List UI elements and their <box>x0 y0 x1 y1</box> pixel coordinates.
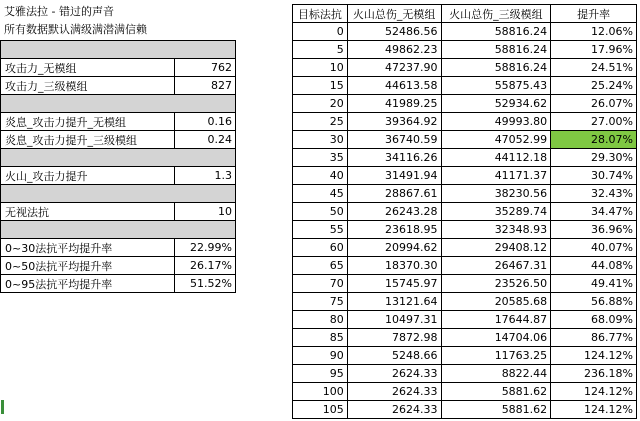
spacer-cell <box>1 221 236 239</box>
improvement-rate-cell: 32.43% <box>551 185 637 203</box>
parameter-row <box>1 257 236 275</box>
resistance-cell: 15 <box>293 77 348 95</box>
sheet-edge-marker <box>1 400 4 414</box>
damage-module-3-cell: 41171.37 <box>441 167 551 185</box>
parameter-label: 无视法抗 <box>1 203 175 221</box>
damage-no-module-cell: 15745.97 <box>347 275 441 293</box>
table-row <box>293 131 637 149</box>
parameter-value: 10 <box>175 203 236 221</box>
resistance-cell: 10 <box>293 59 348 77</box>
damage-module-3-cell: 52934.62 <box>441 95 551 113</box>
improvement-rate-cell: 44.08% <box>551 257 637 275</box>
parameter-row <box>1 275 236 293</box>
spacer-cell <box>1 185 236 203</box>
improvement-rate-cell: 25.24% <box>551 77 637 95</box>
parameter-label: 火山_攻击力提升 <box>1 167 175 185</box>
damage-module-3-cell: 20585.68 <box>441 293 551 311</box>
resistance-cell: 35 <box>293 149 348 167</box>
parameter-label: 0~95法抗平均提升率 <box>1 275 175 293</box>
damage-no-module-cell: 13121.64 <box>347 293 441 311</box>
spacer-row <box>1 185 236 203</box>
damage-no-module-cell: 39364.92 <box>347 113 441 131</box>
table-row <box>293 41 637 59</box>
damage-no-module-cell: 28867.61 <box>347 185 441 203</box>
resistance-cell: 80 <box>293 311 348 329</box>
damage-module-3-cell: 26467.31 <box>441 257 551 275</box>
damage-module-3-cell: 14704.06 <box>441 329 551 347</box>
spacer-row <box>1 41 236 59</box>
improvement-rate-cell: 34.47% <box>551 203 637 221</box>
table-row <box>293 293 637 311</box>
spacer-cell <box>1 41 236 59</box>
resistance-cell: 55 <box>293 221 348 239</box>
spacer-cell <box>1 95 236 113</box>
table-row <box>293 257 637 275</box>
parameter-row <box>1 59 236 77</box>
table-row <box>293 149 637 167</box>
damage-table <box>292 4 637 419</box>
resistance-cell: 85 <box>293 329 348 347</box>
parameter-row <box>1 203 236 221</box>
damage-no-module-cell: 26243.28 <box>347 203 441 221</box>
header-resistance: 目标法抗 <box>293 5 348 23</box>
header-damage-module-3: 火山总伤_三级模组 <box>441 5 551 23</box>
damage-module-3-cell: 11763.25 <box>441 347 551 365</box>
resistance-cell: 105 <box>293 401 348 419</box>
damage-module-3-cell: 58816.24 <box>441 41 551 59</box>
spacer-cell <box>1 149 236 167</box>
parameter-value: 827 <box>175 77 236 95</box>
damage-module-3-cell: 58816.24 <box>441 23 551 41</box>
parameter-value: 762 <box>175 59 236 77</box>
damage-module-3-cell: 32348.93 <box>441 221 551 239</box>
damage-no-module-cell: 2624.33 <box>347 365 441 383</box>
parameter-label: 0~30法抗平均提升率 <box>1 239 175 257</box>
resistance-cell: 0 <box>293 23 348 41</box>
damage-no-module-cell: 44613.58 <box>347 77 441 95</box>
header-improvement-rate: 提升率 <box>551 5 637 23</box>
table-row <box>293 113 637 131</box>
table-row <box>293 77 637 95</box>
improvement-rate-cell: 26.07% <box>551 95 637 113</box>
improvement-rate-cell: 49.41% <box>551 275 637 293</box>
parameter-label: 炎息_攻击力提升_三级模组 <box>1 131 175 149</box>
resistance-cell: 45 <box>293 185 348 203</box>
damage-module-3-cell: 5881.62 <box>441 383 551 401</box>
damage-module-3-cell: 47052.99 <box>441 131 551 149</box>
damage-no-module-cell: 34116.26 <box>347 149 441 167</box>
header-damage-no-module: 火山总伤_无模组 <box>347 5 441 23</box>
improvement-rate-cell: 29.30% <box>551 149 637 167</box>
parameter-label: 0~50法抗平均提升率 <box>1 257 175 275</box>
parameter-label: 攻击力_三级模组 <box>1 77 175 95</box>
resistance-cell: 65 <box>293 257 348 275</box>
improvement-rate-cell: 30.74% <box>551 167 637 185</box>
table-row <box>293 95 637 113</box>
damage-no-module-cell: 7872.98 <box>347 329 441 347</box>
parameter-row <box>1 113 236 131</box>
table-row <box>293 185 637 203</box>
damage-no-module-cell: 10497.31 <box>347 311 441 329</box>
damage-no-module-cell: 5248.66 <box>347 347 441 365</box>
improvement-rate-cell: 68.09% <box>551 311 637 329</box>
table-row <box>293 275 637 293</box>
sheet-title: 艾雅法拉 - 错过的声音 <box>4 5 114 18</box>
table-row <box>293 365 637 383</box>
table-row <box>293 59 637 77</box>
parameter-value: 22.99% <box>175 239 236 257</box>
resistance-cell: 5 <box>293 41 348 59</box>
parameter-value: 0.16 <box>175 113 236 131</box>
damage-module-3-cell: 29408.12 <box>441 239 551 257</box>
resistance-cell: 75 <box>293 293 348 311</box>
improvement-rate-cell: 124.12% <box>551 383 637 401</box>
damage-module-3-cell: 17644.87 <box>441 311 551 329</box>
parameter-value: 0.24 <box>175 131 236 149</box>
spacer-row <box>1 149 236 167</box>
resistance-cell: 20 <box>293 95 348 113</box>
resistance-cell: 60 <box>293 239 348 257</box>
parameter-value: 1.3 <box>175 167 236 185</box>
damage-module-3-cell: 49993.80 <box>441 113 551 131</box>
resistance-cell: 95 <box>293 365 348 383</box>
resistance-cell: 70 <box>293 275 348 293</box>
table-row <box>293 347 637 365</box>
table-row <box>293 311 637 329</box>
damage-no-module-cell: 23618.95 <box>347 221 441 239</box>
table-row <box>293 221 637 239</box>
parameter-value: 51.52% <box>175 275 236 293</box>
damage-no-module-cell: 47237.90 <box>347 59 441 77</box>
improvement-rate-cell: 12.06% <box>551 23 637 41</box>
table-row <box>293 239 637 257</box>
damage-module-3-cell: 23526.50 <box>441 275 551 293</box>
damage-no-module-cell: 49862.23 <box>347 41 441 59</box>
improvement-rate-cell: 24.51% <box>551 59 637 77</box>
parameter-row <box>1 77 236 95</box>
parameter-label: 炎息_攻击力提升_无模组 <box>1 113 175 131</box>
improvement-rate-cell: 56.88% <box>551 293 637 311</box>
damage-no-module-cell: 2624.33 <box>347 383 441 401</box>
parameter-row <box>1 239 236 257</box>
damage-module-3-cell: 8822.44 <box>441 365 551 383</box>
damage-no-module-cell: 18370.30 <box>347 257 441 275</box>
improvement-rate-cell: 28.07% <box>551 131 637 149</box>
sheet-subtitle: 所有数据默认满级满潜满信赖 <box>4 23 147 36</box>
parameter-value: 26.17% <box>175 257 236 275</box>
resistance-cell: 50 <box>293 203 348 221</box>
resistance-cell: 90 <box>293 347 348 365</box>
damage-module-3-cell: 55875.43 <box>441 77 551 95</box>
improvement-rate-cell: 124.12% <box>551 401 637 419</box>
improvement-rate-cell: 236.18% <box>551 365 637 383</box>
table-row <box>293 23 637 41</box>
improvement-rate-cell: 36.96% <box>551 221 637 239</box>
improvement-rate-cell: 124.12% <box>551 347 637 365</box>
damage-module-3-cell: 58816.24 <box>441 59 551 77</box>
damage-module-3-cell: 5881.62 <box>441 401 551 419</box>
damage-no-module-cell: 41989.25 <box>347 95 441 113</box>
resistance-cell: 25 <box>293 113 348 131</box>
parameter-table <box>0 40 236 293</box>
damage-module-3-cell: 35289.74 <box>441 203 551 221</box>
resistance-cell: 30 <box>293 131 348 149</box>
spacer-row <box>1 221 236 239</box>
damage-module-3-cell: 38230.56 <box>441 185 551 203</box>
improvement-rate-cell: 27.00% <box>551 113 637 131</box>
spacer-row <box>1 95 236 113</box>
damage-module-3-cell: 44112.18 <box>441 149 551 167</box>
damage-no-module-cell: 52486.56 <box>347 23 441 41</box>
damage-no-module-cell: 20994.62 <box>347 239 441 257</box>
parameter-label: 攻击力_无模组 <box>1 59 175 77</box>
table-row <box>293 203 637 221</box>
improvement-rate-cell: 17.96% <box>551 41 637 59</box>
resistance-cell: 40 <box>293 167 348 185</box>
parameter-row <box>1 131 236 149</box>
resistance-cell: 100 <box>293 383 348 401</box>
damage-no-module-cell: 31491.94 <box>347 167 441 185</box>
improvement-rate-cell: 86.77% <box>551 329 637 347</box>
parameter-row <box>1 167 236 185</box>
damage-no-module-cell: 36740.59 <box>347 131 441 149</box>
damage-no-module-cell: 2624.33 <box>347 401 441 419</box>
table-row <box>293 167 637 185</box>
table-row <box>293 383 637 401</box>
table-row <box>293 401 637 419</box>
improvement-rate-cell: 40.07% <box>551 239 637 257</box>
table-row <box>293 329 637 347</box>
